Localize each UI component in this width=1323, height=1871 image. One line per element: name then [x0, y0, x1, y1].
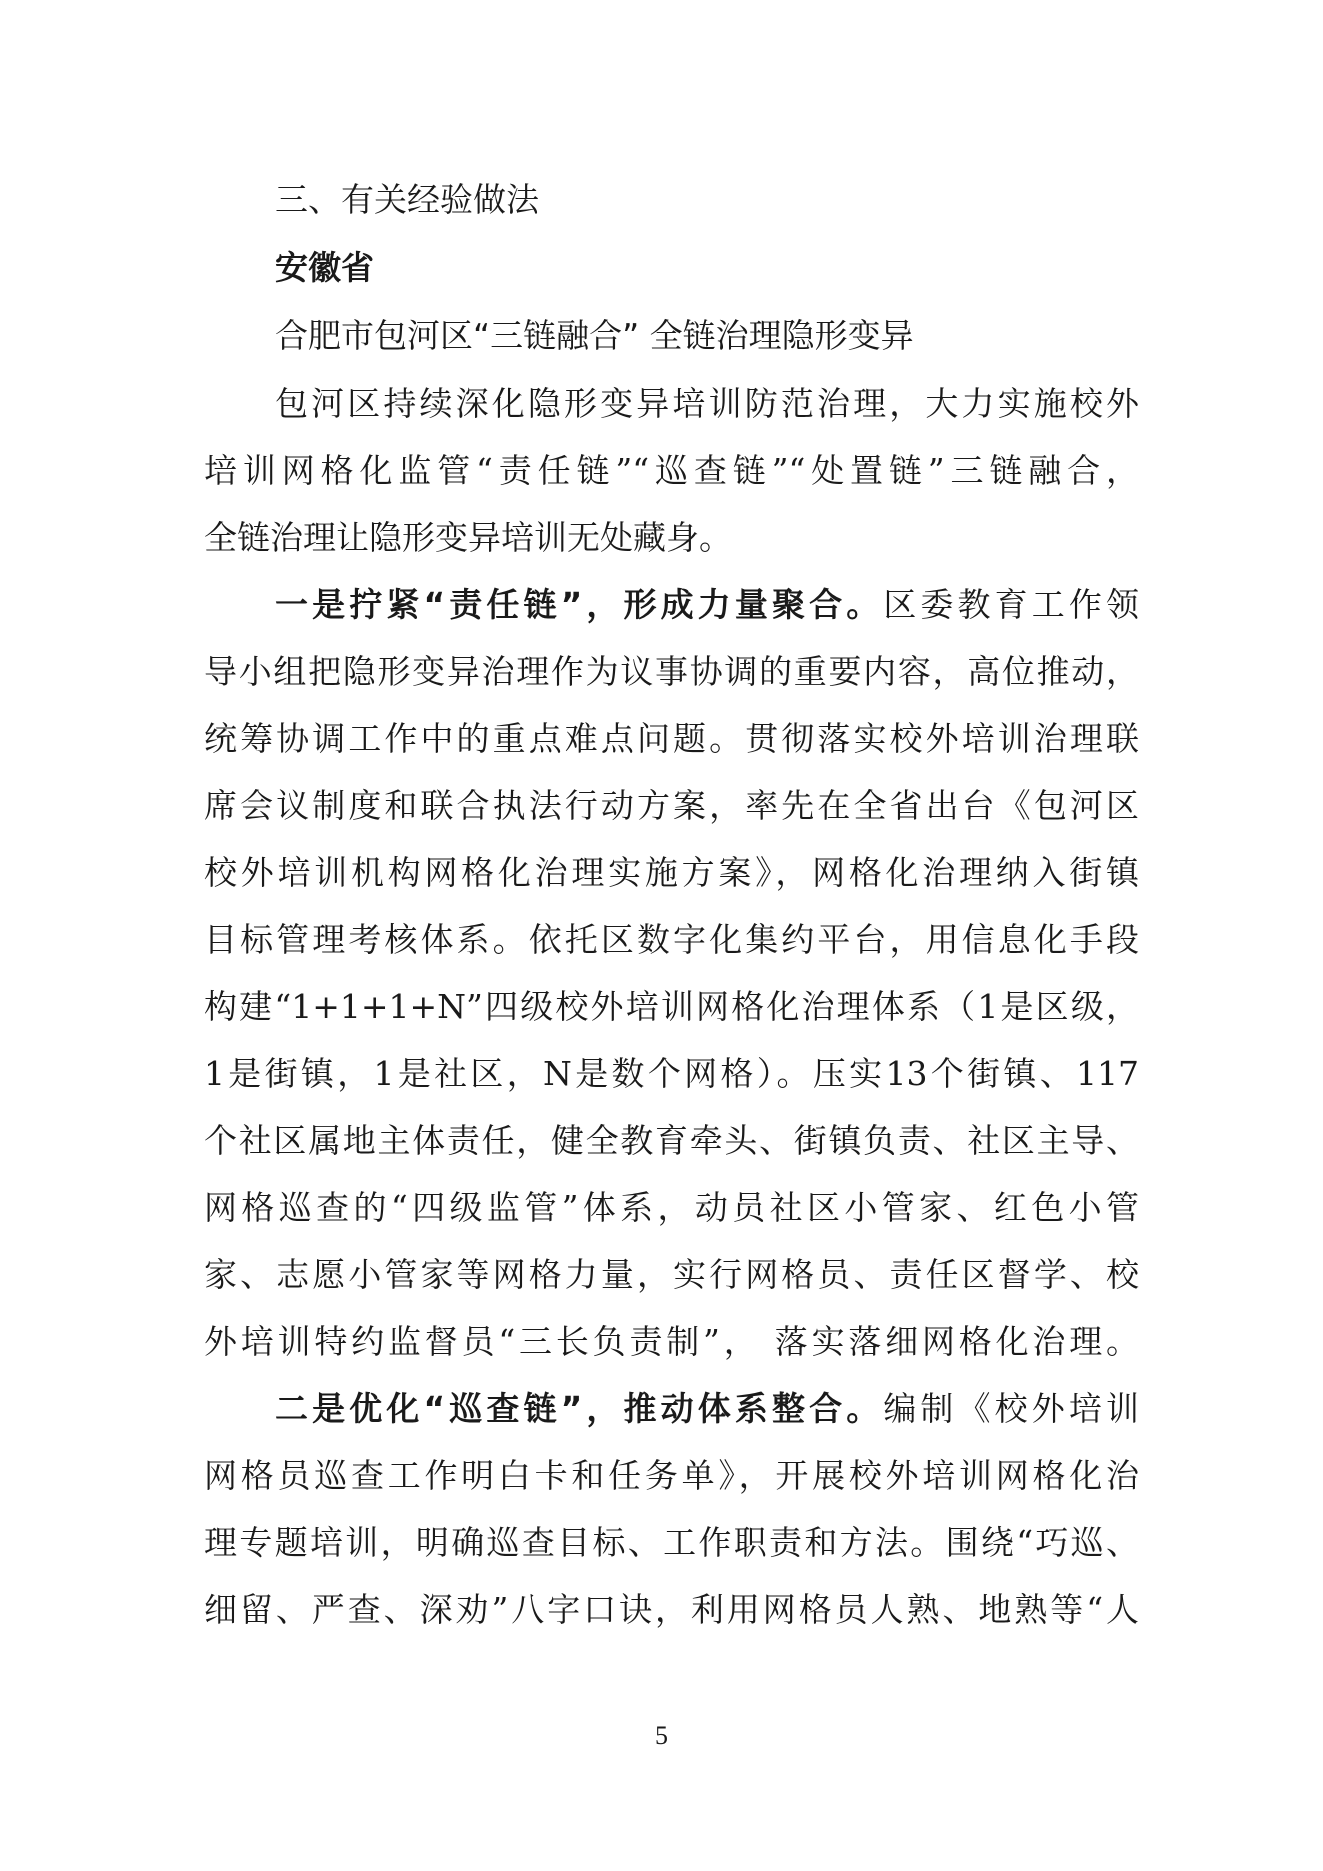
point1-line-9: 个社区属地主体责任，健全教育牵头、街镇负责、社区主导、 [204, 1121, 1139, 1160]
point1-line-2: 导小组把隐形变异治理作为议事协调的重要内容，高位推动， [204, 652, 1139, 691]
point1-line-8: 1是街镇，1是社区，N是数个网格）。压实13个街镇、117 [204, 1054, 1139, 1093]
point1-line-3: 统筹协调工作中的重点难点问题。贯彻落实校外培训治理联 [204, 719, 1139, 758]
intro-line-3: 全链治理让隐形变异培训无处藏身。 [204, 518, 732, 557]
point1-lead: 一是拧紧“责任链”，形成力量聚合。 [275, 585, 884, 624]
point2-lead: 二是优化“巡查链”，推动体系整合。 [275, 1389, 884, 1428]
point2-line-2: 网格员巡查工作明白卡和任务单》，开展校外培训网格化治 [204, 1456, 1139, 1495]
point1-line-5: 校外培训机构网格化治理实施方案》，网格化治理纳入街镇 [204, 853, 1139, 892]
point2-line-3: 理专题培训，明确巡查目标、工作职责和方法。围绕“巧巡、 [204, 1523, 1139, 1562]
article-title: 合肥市包河区“三链融合” 全链治理隐形变异 [275, 316, 914, 355]
point2-line-1-rest: 编制《校外培训 [883, 1389, 1139, 1428]
point2-line-1 [275, 1389, 1139, 1429]
point2-line-4: 细留、严查、深劝”八字口诀，利用网格员人熟、地熟等“人 [204, 1590, 1139, 1629]
point1-line-12: 外培训特约监督员“三长负责制”， 落实落细网格化治理。 [204, 1322, 1139, 1361]
point1-line-11: 家、志愿小管家等网格力量，实行网格员、责任区督学、校 [204, 1255, 1139, 1294]
intro-line-2: 培训网格化监管“责任链”“巡查链”“处置链”三链融合， [204, 451, 1139, 490]
intro-line-1: 包河区持续深化隐形变异培训防范治理，大力实施校外 [275, 384, 1139, 423]
point1-line-7: 构建“1+1+1+N”四级校外培训网格化治理体系（1是区级， [204, 987, 1139, 1026]
section-title: 三、有关经验做法 [275, 180, 539, 219]
point1-line-1-rest: 区委教育工作领 [883, 585, 1139, 624]
point1-line-6: 目标管理考核体系。依托区数字化集约平台，用信息化手段 [204, 920, 1139, 959]
point1-line-4: 席会议制度和联合执法行动方案，率先在全省出台《包河区 [204, 786, 1139, 825]
point1-line-1 [275, 585, 1139, 625]
province-heading: 安徽省 [275, 248, 374, 287]
point1-line-10: 网格巡查的“四级监管”体系，动员社区小管家、红色小管 [204, 1188, 1139, 1227]
page-number: 5 [655, 1721, 668, 1750]
